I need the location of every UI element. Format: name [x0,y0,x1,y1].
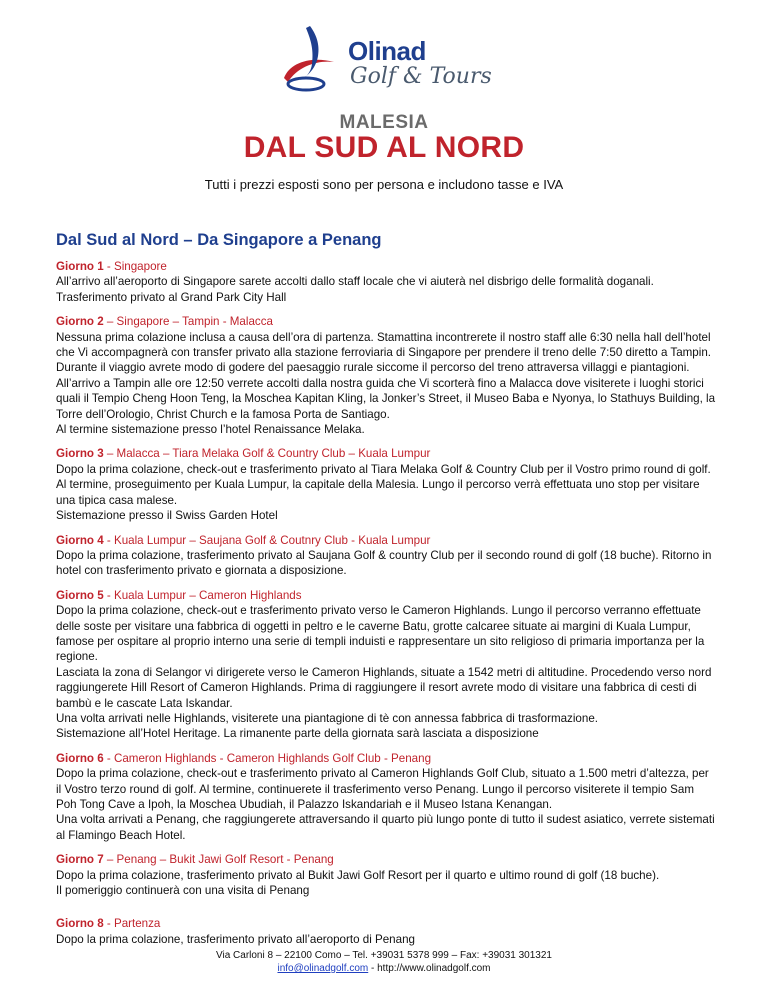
day-number: Giorno 3 [56,447,104,461]
day-heading [56,916,716,931]
day-heading [56,588,716,603]
day-paragraph: Dopo la prima colazione, trasferimento privato al Bukit Jawi Golf Resort per il quarto e ultimo round di golf (18 buche). [56,868,660,882]
day-route: - Kuala Lumpur – Cameron Highlands [103,588,302,602]
day-route: - Cameron Highlands - Cameron Highlands Golf Club - Penang [103,751,432,765]
day-heading [56,446,716,461]
day-heading [56,259,716,274]
day-paragraph: Nessuna prima colazione inclusa a causa dell’ora di partenza. Stamattina incontrerete il nostro staff alle 6:30 nella hall dell’hotel che Vi accompagnerà con transfer privato alla stazione ferroviaria di Singapore per prendere il treno delle 7:50 diretto a Tampin. Durante il viaggio avrete modo di godere del paesaggio rurale siccome il percorso del treno attraversa villaggi e piantagioni. [56,330,711,375]
day-heading [56,533,716,548]
day-paragraph: All’arrivo all’aeroporto di Singapore sarete accolti dallo staff locale che vi aiuterà nel disbrigo delle formalità doganali. [56,275,654,289]
day-paragraph: Una volta arrivati a Penang, che raggiungerete attraversando il quarto più lungo ponte di tutto il sudest asiatico, verrete sistemati al Flamingo Beach Hotel. [56,813,715,842]
day-route: – Malacca – Tiara Melaka Golf & Country Club – Kuala Lumpur [103,447,431,461]
day-paragraph: All’arrivo a Tampin alle ore 12:50 verrete accolti dalla nostra guida che Vi scorterà fino a Malacca dove visiterete i luoghi storici quali il Tempio Cheng Hoon Teng, la Moschea Kapitan Kling, la Jonker’s Street, il Museo Baba e Nyonya, lo Stathuys Building, la Torre dell’Orologio, Christ Church e la famosa Porta de Santiago. [56,376,716,421]
day-route: - Singapore [103,260,167,273]
day-heading [56,751,716,766]
day-paragraph: Dopo la prima colazione, trasferimento privato al Saujana Golf & country Club per il secondo round di golf (18 buche). Ritorno in hotel con trasferimento privato e giornata a disposizione. [56,548,712,578]
footer-contacts [0,962,768,975]
day-6 [56,751,716,843]
logo-brand: Olinad [348,36,426,66]
day-number: Giorno 8 [56,917,104,931]
day-number: Giorno 4 [56,533,104,547]
day-paragraph: Sistemazione presso il Swiss Garden Hotel [56,509,278,523]
footer-address: Via Carloni 8 – 22100 Como – Tel. +39031 5378 999 – Fax: +39031 301321 [215,950,552,961]
day-paragraph: Al termine sistemazione presso l’hotel Renaissance Melaka. [56,423,365,437]
day-number: Giorno 5 [56,588,104,602]
page-title: DAL SUD AL NORD [243,131,525,164]
country-heading: MALESIA [339,112,429,133]
day-route: – Singapore – Tampin - Malacca [103,315,273,329]
day-2 [56,314,716,437]
email-link[interactable]: info@olinadgolf.com [277,963,369,974]
day-1 [56,259,716,305]
day-paragraph: Dopo la prima colazione, trasferimento privato all’aeroporto di Penang [56,932,415,946]
day-route: – Penang – Bukit Jawi Golf Resort - Penang [103,853,334,867]
footer-separator: - [368,963,378,974]
day-8 [56,916,716,947]
itinerary [56,230,716,956]
day-paragraph: Dopo la prima colazione, check-out e trasferimento privato al Cameron Highlands Golf Club, situato a 1.500 metri d’altezza, per il Vostro terzo round di golf. Al termine, continuerete il trasferimento verso Penang. Lungo il percorso visiterete il tempio Sam Poh Tong Cave a Ipoh, la Moschea Ubudiah, il Palazzo Iskandariah e il Museo Istana Kenangan. [56,767,709,811]
day-paragraph: Il pomeriggio continuerà con una visita di Penang [56,884,310,898]
day-route: - Partenza [103,917,161,931]
website-text: http://www.olinadgolf.com [377,963,491,974]
price-note: Tutti i prezzi esposti sono per persona e includono tasse e IVA [204,177,564,192]
day-paragraph: Lasciata la zona di Selangor vi dirigerete verso le Cameron Highlands, situate a 1542 metri di altitudine. Procedendo verso nord raggiungerete Hill Resort of Cameron Highlands. Prima di raggiungere il resort avrete modo di visitare una fabbrica di cesti di bambù e le cascate Lata Iskandar. [56,665,712,710]
day-number: Giorno 6 [56,751,104,765]
day-number: Giorno 7 [56,853,104,867]
day-3 [56,446,716,523]
day-route: - Kuala Lumpur – Saujana Golf & Coutnry Club - Kuala Lumpur [103,533,431,547]
logo-subtitle: Golf & Tours [350,64,492,89]
day-5 [56,588,716,742]
day-4 [56,533,716,579]
footer [0,949,768,975]
day-heading [56,314,716,329]
day-number: Giorno 1 [56,260,104,273]
golf-flag-logo-icon [276,20,356,100]
day-paragraph: Una volta arrivati nelle Highlands, visiterete una piantagione di tè con annessa fabbrica di trasformazione. [56,711,598,725]
day-paragraph: Dopo la prima colazione, check-out e trasferimento privato al Tiara Melaka Golf & Country Club per il Vostro primo round di golf. Al termine, proseguimento per Kuala Lumpur, la capitale della Malesia. Lungo il percorso verrà effettuata uno stop per visitare una tipica casa malese. [56,462,711,507]
section-title: Dal Sud al Nord – Da Singapore a Penang [56,231,382,249]
day-paragraph: Trasferimento privato al Grand Park City Hall [56,290,287,304]
day-7 [56,852,716,898]
olinad-logo [276,14,516,104]
day-paragraph: Sistemazione all’Hotel Heritage. La rimanente parte della giornata sarà lasciata a disposizione [56,727,539,741]
day-number: Giorno 2 [56,315,104,329]
day-paragraph: Dopo la prima colazione, check-out e trasferimento privato verso le Cameron Highlands. Lungo il percorso verranno effettuate delle soste per visitare una fabbrica di oggetti in peltro e le caverne Batu, grotte calcaree situate ai margini di Kuala Lumpur, famose per ospitare al proprio interno una serie di templi induisti e rappresentare un sito religioso di primaria importanza per la regione. [56,604,705,664]
day-heading [56,852,716,867]
